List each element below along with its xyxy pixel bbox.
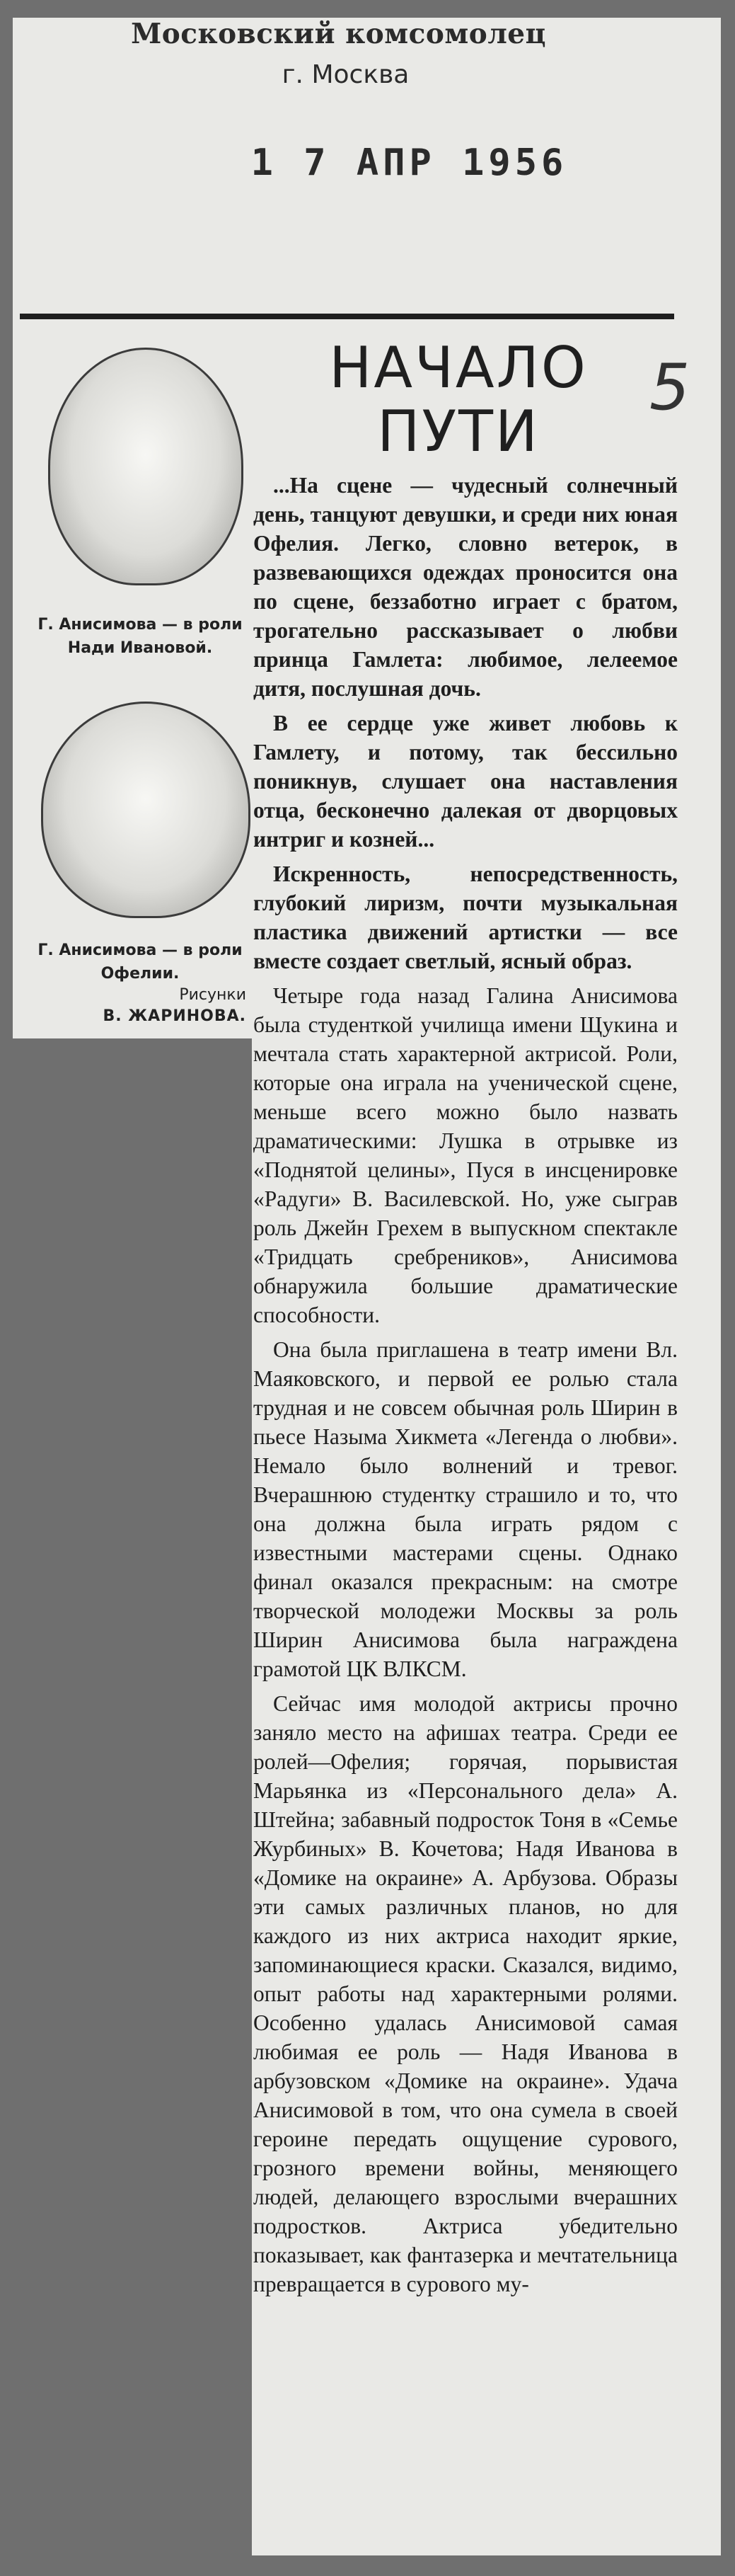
newspaper-stamp: Московский комсомолец <box>131 18 546 50</box>
paragraph: В ее сердце уже живет любовь к Гамлету, и потому, так бессильно поникнув, слушает она наставления отца, бесконечно далекая от дворцовых интриг и козней... <box>253 711 678 852</box>
margin-mark: 5 <box>649 350 690 425</box>
background-gap <box>13 1038 252 2555</box>
portrait-ophelia-drawing <box>41 702 250 918</box>
paragraph: Искренность, непосредственность, глубокий лиризм, почти музыкальная пластика движений артистки — все вместе создает светлый, ясный образ. <box>253 861 678 973</box>
title-line-2: ПУТИ <box>377 399 540 464</box>
caption-ophelia: Г. Анисимова — в роли Офелии. <box>37 941 243 983</box>
portrait-nadya-drawing <box>48 348 243 585</box>
article-body <box>253 471 678 2304</box>
paragraph: Сейчас имя молодой актрисы прочно заняло место на афишах театра. Среди ее ролей—Офелия; горячая, порывистая Марьянка из «Персонального дела» А. Штейна; забавный подросток Тоня в «Семье Журбиных» В. Кочетова; Надя Иванова в «Домике на окраине» А. Арбузова. Образы эти самых различных планов, но для каждого из них актриса находит яркие, запоминающиеся краски. Сказался, видимо, опыт работы над характерными ролями. Особенно удалась Анисимовой самая любимая ее роль — Надя Иванова в арбузовском «Домике на окраине». Удача Анисимовой в том, что она сумела в своей героине передать ощущение сурового, грозного времени войны, меняющего людей, делающего взрослыми вчерашних подростков. Актриса убедительно показывает, как фантазерка и мечтательница превращается в сурового му- <box>253 1691 678 2296</box>
date-stamp: 1 7 АПР 1956 <box>250 142 568 184</box>
title-line-1: НАЧАЛО <box>329 335 588 401</box>
header-rule <box>20 314 674 319</box>
city-stamp: г. Москва <box>282 60 410 89</box>
caption-nadya: Г. Анисимова — в роли Нади Ивановой. <box>37 616 243 657</box>
credit-author: В. ЖАРИНОВА. <box>103 1007 246 1025</box>
paragraph: Четыре года назад Галина Анисимова была студенткой училища имени Щукина и мечтала стать характерной актрисой. Роли, которые она играла на ученической сцене, меньше всего можно было назвать драматическими: Лушка в отрывке из «Поднятой целины», Пуся в инсценировке «Радуги» В. Василевской. Но, уже сыграв роль Джейн Грехем в выпускном спектакле «Тридцать сребреников», Анисимова обнаружила большие драматические способности. <box>253 983 678 1327</box>
newspaper-clipping <box>13 18 721 2555</box>
article-title <box>310 336 607 464</box>
paragraph: Она была приглашена в театр имени Вл. Маяковского, и первой ее ролью стала трудная и не совсем обычная роль Ширин в пьесе Назыма Хикмета «Легенда о любви». Немало было волнений и тревог. Вчерашнюю студентку страшило и то, что она должна была играть рядом с известными мастерами сцены. Однако финал оказался прекрасным: на смотре творческой молодежи Москвы за роль Ширин Анисимова была награждена грамотой ЦК ВЛКСМ. <box>253 1337 678 1681</box>
credit-label: Рисунки <box>179 986 246 1004</box>
paragraph: ...На сцене — чудесный солнечный день, танцуют девушки, и среди них юная Офелия. Легко, словно ветерок, в развевающихся одеждах проносится она по сцене, беззаботно играет с братом, трогательно рассказывает о любви принца Гамлета: любимое, лелеемое дитя, послушная дочь. <box>253 473 678 701</box>
illustration-credit <box>41 985 246 1027</box>
